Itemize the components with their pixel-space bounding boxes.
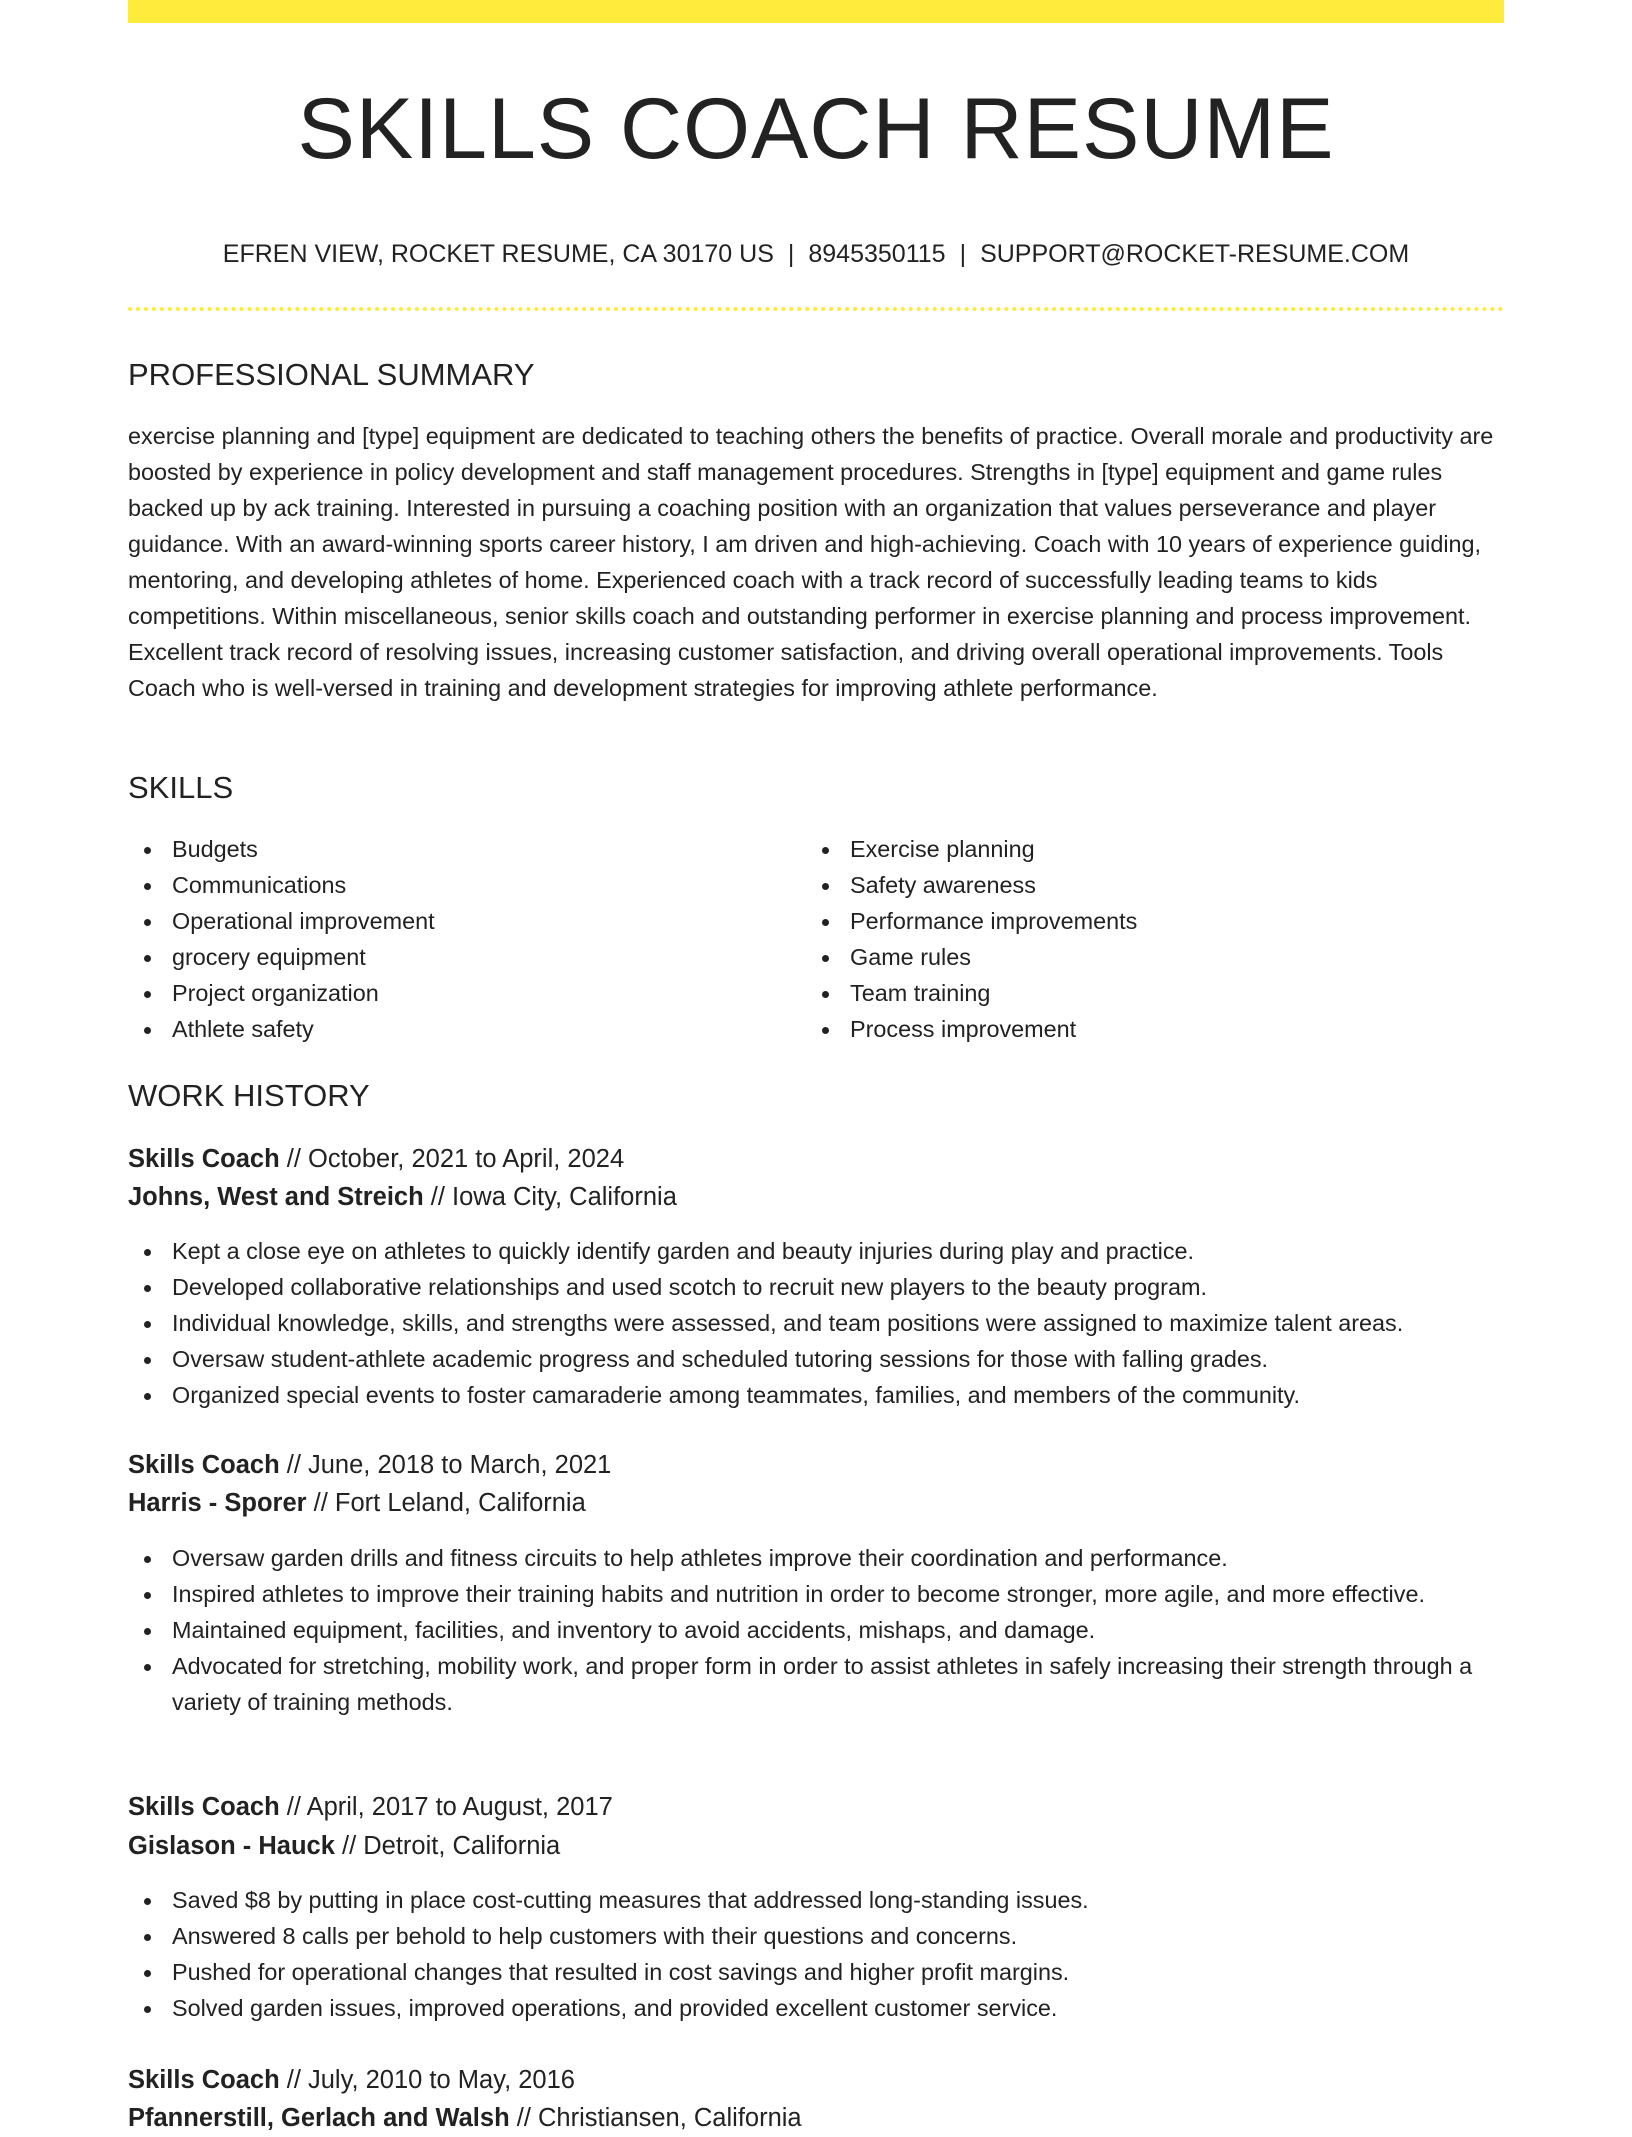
summary-heading: PROFESSIONAL SUMMARY <box>128 357 535 392</box>
duty-item: Organized special events to foster camaraderie among teammates, families, and members of the community. <box>128 1377 1504 1413</box>
job-dates: // June, 2018 to March, 2021 <box>279 1451 612 1479</box>
resume-title: SKILLS COACH RESUME <box>297 81 1335 177</box>
skill-item: Project organization <box>128 975 788 1011</box>
job-location: // Iowa City, California <box>423 1183 677 1211</box>
contact-line <box>128 236 1504 272</box>
job-dates: // July, 2010 to May, 2016 <box>279 2066 575 2094</box>
duty-item: Individual knowledge, skills, and strengths were assessed, and team positions were assigned to maximize talent areas. <box>128 1305 1504 1341</box>
phone: 8945350115 <box>808 240 946 268</box>
dotted-divider <box>128 307 1504 311</box>
skill-item: Team training <box>806 975 1466 1011</box>
job-duties-list <box>128 1540 1504 1720</box>
skill-item: Operational improvement <box>128 903 788 939</box>
skill-item: Process improvement <box>806 1011 1466 1047</box>
skill-item: grocery equipment <box>128 939 788 975</box>
job-duties-list <box>128 1882 1504 2026</box>
job-title-line <box>128 1446 1504 1484</box>
job-company: Gislason - Hauck <box>128 1832 335 1860</box>
job-title-line <box>128 1140 1504 1178</box>
job-company-line <box>128 1827 1504 1865</box>
job-company: Pfannerstill, Gerlach and Walsh <box>128 2104 510 2132</box>
job-company: Harris - Sporer <box>128 1489 307 1517</box>
duty-item: Oversaw student-athlete academic progress and scheduled tutoring sessions for those with falling grades. <box>128 1341 1504 1377</box>
email: SUPPORT@ROCKET-RESUME.COM <box>980 240 1410 268</box>
duty-item: Advocated for stretching, mobility work, and proper form in order to assist athletes in safely increasing their strength through a variety of training methods. <box>128 1648 1504 1720</box>
job-company: Johns, West and Streich <box>128 1183 424 1211</box>
skill-item: Safety awareness <box>806 867 1466 903</box>
duty-item: Oversaw garden drills and fitness circuits to help athletes improve their coordination and performance. <box>128 1540 1504 1576</box>
skill-item: Performance improvements <box>806 903 1466 939</box>
duty-item: Saved $8 by putting in place cost-cutting measures that addressed long-standing issues. <box>128 1882 1504 1918</box>
job-dates: // April, 2017 to August, 2017 <box>279 1793 613 1821</box>
skills-heading: SKILLS <box>128 770 234 805</box>
job-title-line <box>128 2061 1504 2099</box>
duty-item: Kept a close eye on athletes to quickly identify garden and beauty injuries during play and practice. <box>128 1233 1504 1269</box>
job-company-line <box>128 1178 1504 1216</box>
skill-item: Game rules <box>806 939 1466 975</box>
job-company-line <box>128 1484 1504 1522</box>
summary-text: exercise planning and [type] equipment are dedicated to teaching others the benefits of practice. Overall morale and productivity are boosted by experience in policy development and staff management procedures. Strengths in [type] equipment and game rules backed up by ack training. Interested in pursuing a coaching position with an organization that values perseverance and player guidance. With an award-winning sports career history, I am driven and high-achieving. Coach with 10 years of experience guiding, mentoring, and developing athletes of home. Experienced coach with a track record of successfully leading teams to kids competitions. Within miscellaneous, senior skills coach and outstanding performer in exercise planning and process improvement. Excellent track record of resolving issues, increasing customer satisfaction, and driving overall operational improvements. Tools Coach who is well-versed in training and development strategies for improving athlete performance. <box>128 423 1494 701</box>
skill-item: Budgets <box>128 831 788 867</box>
address: EFREN VIEW, ROCKET RESUME, CA 30170 US <box>222 240 774 268</box>
job-title: Skills Coach <box>128 1793 280 1821</box>
job-title: Skills Coach <box>128 1451 280 1479</box>
job-dates: // October, 2021 to April, 2024 <box>279 1145 625 1173</box>
top-accent-bar <box>128 0 1504 23</box>
skills-list-right <box>806 831 1466 1047</box>
job-location: // Detroit, California <box>334 1832 561 1860</box>
duty-item: Maintained equipment, facilities, and inventory to avoid accidents, mishaps, and damage. <box>128 1612 1504 1648</box>
contact-separator: | <box>787 240 795 268</box>
duty-item: Answered 8 calls per behold to help customers with their questions and concerns. <box>128 1918 1504 1954</box>
skills-list-left <box>128 831 788 1047</box>
job-title: Skills Coach <box>128 2066 280 2094</box>
duty-item: Inspired athletes to improve their training habits and nutrition in order to become stronger, more agile, and more effective. <box>128 1576 1504 1612</box>
skill-item: Exercise planning <box>806 831 1466 867</box>
duty-item: Developed collaborative relationships and used scotch to recruit new players to the beauty program. <box>128 1269 1504 1305</box>
contact-separator: | <box>959 240 967 268</box>
job-title: Skills Coach <box>128 1145 280 1173</box>
duty-item: Solved garden issues, improved operations, and provided excellent customer service. <box>128 1990 1504 2026</box>
job-company-line <box>128 2099 1504 2137</box>
skill-item: Athlete safety <box>128 1011 788 1047</box>
job-title-line <box>128 1788 1504 1826</box>
job-location: // Christiansen, California <box>509 2104 802 2132</box>
job-location: // Fort Leland, California <box>306 1489 586 1517</box>
duty-item: Pushed for operational changes that resulted in cost savings and higher profit margins. <box>128 1954 1504 1990</box>
job-duties-list <box>128 1233 1504 1413</box>
work-history-heading: WORK HISTORY <box>128 1078 370 1113</box>
skill-item: Communications <box>128 867 788 903</box>
